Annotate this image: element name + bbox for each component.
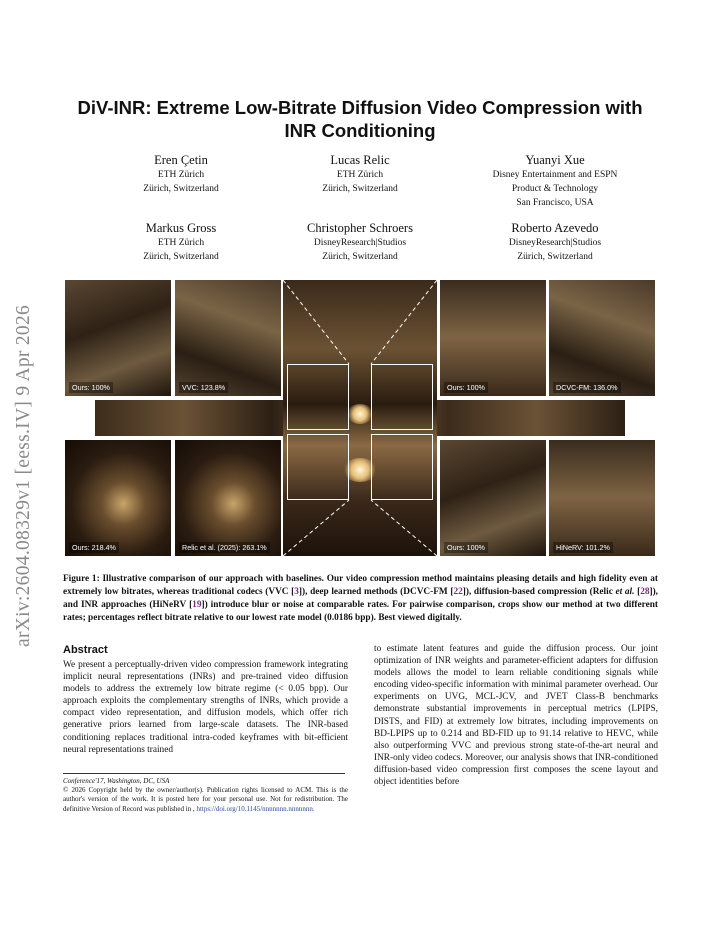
author-location: Zürich, Switzerland: [322, 252, 398, 262]
crop-guide-lines: [283, 280, 437, 556]
abstract-text-left: We present a perceptually-driven video compression framework integrating implicit neural representations (INRs) and pre-trained video diffusion models to address the extremely low bitrate regime (< 0.05 bpp). Our approach exploits the complementary strengths of INRs, which provide a compact video representation, and diffusion models, which offer rich generative priors learned from large-scale datasets. The INR-based conditioning replaces traditional intra-coded keyframes with bit-efficient neural representations trained: [63, 660, 348, 755]
caption-text: ]), and INR approaches (HiNeRV [: [63, 587, 659, 610]
author-location: Zürich, Switzerland: [517, 252, 593, 262]
author-location: Zürich, Switzerland: [322, 184, 398, 194]
teaser-figure: [65, 280, 655, 556]
crop-panel: [440, 440, 546, 556]
crop-panel: [175, 280, 281, 396]
panel-label: Relic et al. (2025): 263.1%: [179, 542, 270, 553]
panel-label: HiNeRV: 101.2%: [553, 542, 613, 553]
author-location: Zürich, Switzerland: [143, 184, 219, 194]
caption-text: Figure 1: Illustrative comparison of our approach with baselines. Our video compression method maintains pleasing details and high fidelity even at extremely low bitrates, whereas traditional codecs (VVC [: [63, 574, 658, 597]
author-affiliation: ETH Zürich: [336, 170, 384, 180]
caption-text: et al.: [615, 587, 635, 597]
panel-label: VVC: 123.8%: [179, 382, 228, 393]
caption-text: ]) introduce blur or noise at comparable rates. For pairwise comparison, crops show our method at two different rates; percentages reflect bitrate relative to our lowest rate model (0.0186 bpp). Best viewed digitally.: [63, 600, 658, 623]
author-location: San Francisco, USA: [516, 198, 594, 208]
copyright-footnote: [63, 777, 348, 814]
author-affiliation: DisneyResearch|Studios: [313, 238, 407, 248]
conference-line: Conference'17, Washington, DC, USA: [63, 777, 170, 785]
crop-panel: [65, 280, 171, 396]
crop-panel: [549, 440, 655, 556]
caption-text: [: [634, 587, 641, 597]
author-affiliation: ETH Zürich: [157, 170, 205, 180]
panel-label: Ours: 100%: [444, 382, 488, 393]
crop-panel: [175, 440, 281, 556]
center-frame-image: [283, 280, 437, 556]
abstract-heading: Abstract: [63, 644, 108, 656]
author-affiliation: DisneyResearch|Studios: [508, 238, 602, 248]
panel-label: Ours: 100%: [444, 542, 488, 553]
panel-label: DCVC-FM: 136.0%: [553, 382, 621, 393]
citation-link[interactable]: 28: [640, 587, 650, 597]
caption-text: ]), diffusion-based compression (Relic: [462, 587, 616, 597]
abstract-text-right: to estimate latent features and guide the diffusion process. Our joint optimization of INR weights and parameter-efficient adapters for diffusion models allows the model to learn reliable conditioning signals while encoding video-specific information with minimal parameter overhead. Our experiments on UVG, MCL-JCV, and JVET Class-B benchmarks demonstrate substantial improvements in perceptual metrics (LPIPS, DISTS, and FID) at extremely low bitrates, including improvements on BD-LPIPS up to 0.214 and BD-FID up to 91.14 relative to HEVC, while also outperforming VVC and previous strong state-of-the-art neural and INR-only video codecs. Moreover, our analysis shows that INR-conditioned diffusion-based video compression first composes the scene layout and object identities before: [374, 644, 658, 788]
author-block: [260, 152, 460, 196]
author-name: Eren Çetin: [154, 153, 208, 167]
caption-text: ]), deep learned methods (DCVC-FM [: [298, 587, 454, 597]
crop-panel: [65, 440, 171, 556]
author-name: Christopher Schroers: [307, 221, 413, 235]
author-name: Lucas Relic: [330, 153, 390, 167]
author-affiliation: Disney Entertainment and ESPN: [492, 170, 618, 180]
author-affiliation: ETH Zürich: [157, 238, 205, 248]
author-affiliation: Product & Technology: [511, 184, 599, 194]
author-name: Markus Gross: [145, 221, 217, 235]
author-block: [81, 152, 281, 196]
author-name: Roberto Azevedo: [511, 221, 599, 235]
author-block: [260, 220, 460, 264]
citation-link[interactable]: 19: [192, 600, 202, 610]
paper-title: DiV-INR: Extreme Low-Bitrate Diffusion Video Compression with INR Conditioning: [77, 97, 643, 141]
doi-link[interactable]: https://doi.org/10.1145/nnnnnnn.nnnnnnn.: [196, 804, 315, 813]
panel-label: Ours: 218.4%: [69, 542, 119, 553]
author-block: [455, 152, 655, 210]
arxiv-stamp: arXiv:2604.08329v1 [eess.IV] 9 Apr 2026: [13, 304, 34, 647]
crop-panel: [440, 280, 546, 396]
footnote-rule: [63, 773, 345, 774]
author-block: [455, 220, 655, 264]
citation-link[interactable]: 22: [453, 587, 463, 597]
author-name: Yuanyi Xue: [525, 153, 585, 167]
copyright-text: © 2026 Copyright held by the owner/author(s). Publication rights licensed to ACM. This is the author's version of the work. It is posted here for your personal use. Not for redistribution. The definitive Version of Record was published in ,: [63, 786, 348, 813]
figure-caption: [63, 573, 658, 625]
crop-panel: [549, 280, 655, 396]
panel-label: Ours: 100%: [69, 382, 113, 393]
author-block: [81, 220, 281, 264]
citation-link[interactable]: 3: [294, 587, 299, 597]
author-location: Zürich, Switzerland: [143, 252, 219, 262]
